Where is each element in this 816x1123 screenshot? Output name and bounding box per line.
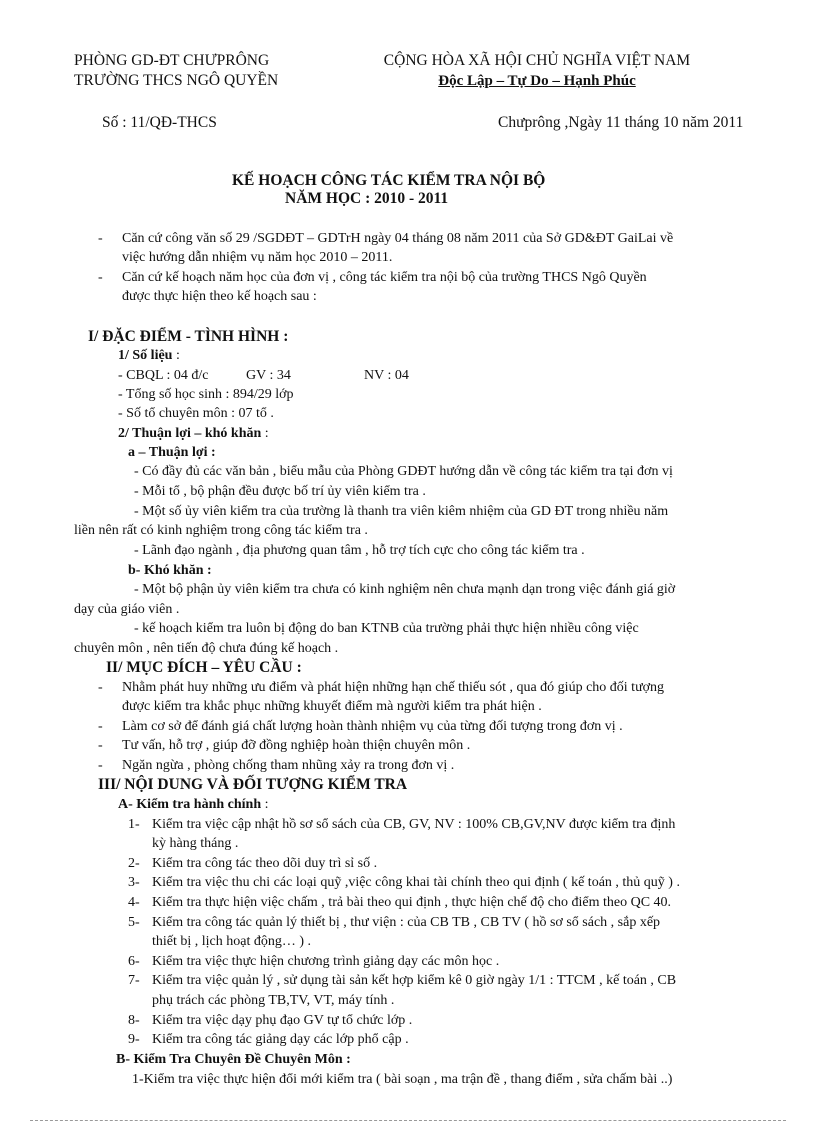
admin-check-item: Kiểm tra công tác quản lý thiết bị , thư viện : của CB TB , CB TV ( hồ sơ sổ sách , sắp xếp <box>152 915 661 930</box>
advantage-item: - Lãnh đạo ngành , địa phương quan tâm , hỗ trợ tích cực cho công tác kiểm tra . <box>134 543 585 558</box>
stat-gv: GV : 34 <box>246 368 291 383</box>
item-number: 5- <box>128 915 140 930</box>
purpose-item: Ngăn ngừa , phòng chống tham nhũng xảy ra trong đơn vị . <box>122 758 455 773</box>
advantage-item: - Một số ủy viên kiểm tra của trường là thanh tra viên kiêm nhiệm của GD ĐT trong nhiều năm <box>134 504 669 519</box>
document-number: Số : 11/QĐ-THCS <box>102 114 217 131</box>
admin-check-item: Kiểm tra thực hiện việc chấm , trả bài theo qui định , thực hiện chế độ cho điểm theo QC 40. <box>152 895 672 910</box>
purpose-item: Nhằm phát huy những ưu điểm và phát hiện những hạn chế thiếu sót , qua đó giúp cho đối tượng <box>122 680 665 695</box>
stat-students: - Tổng số học sinh : 894/29 lớp <box>118 387 294 402</box>
admin-check-item: Kiểm tra việc thu chi các loại quỹ ,việc công khai tài chính theo qui định ( kế toán , thủ quỹ ) . <box>152 875 680 890</box>
difficulties-heading: b- Khó khăn : <box>128 563 212 578</box>
admin-check-item: Kiểm tra việc quản lý , sử dụng tài sản kết hợp kiểm kê 0 giờ ngày 1/1 : TTCM , kế toán , CB <box>152 973 677 988</box>
purpose-item: Tư vấn, hỗ trợ , giúp đỡ đồng nghiệp hoàn thiện chuyên môn . <box>122 738 471 753</box>
stat-nv: NV : 04 <box>364 368 409 383</box>
admin-check-item: thiết bị , lịch hoạt động… ) . <box>152 934 312 949</box>
admin-check-item: kỳ hàng tháng . <box>152 836 239 851</box>
subsection-heading: 1/ Số liệu : <box>118 348 180 363</box>
stat-departments: - Số tổ chuyên môn : 07 tổ . <box>118 406 274 421</box>
advantage-item: liền nên rất có kinh nghiệm trong công tác kiểm tra . <box>74 523 368 538</box>
difficulty-item: dạy của giáo viên . <box>74 602 180 617</box>
intro-line: Căn cứ công văn số 29 /SGDĐT – GDTrH ngày 04 tháng 08 năm 2011 của Sở GD&ĐT GaiLai về <box>122 231 674 246</box>
item-number: 7- <box>128 973 140 988</box>
item-number: 1- <box>128 817 140 832</box>
page-break-divider <box>30 1120 786 1121</box>
page-title: KẾ HOẠCH CÔNG TÁC KIỂM TRA NỘI BỘ <box>232 172 546 189</box>
stat-cbql: - CBQL : 04 đ/c <box>118 368 209 383</box>
item-number: 8- <box>128 1013 140 1028</box>
item-number: 4- <box>128 895 140 910</box>
item-number: 9- <box>128 1032 140 1047</box>
bullet-dash: - <box>98 270 103 285</box>
purpose-item: được kiểm tra khắc phục những khuyết điểm mà người kiểm tra phát hiện . <box>122 699 542 714</box>
document-date: Chưprông ,Ngày 11 tháng 10 năm 2011 <box>498 114 744 131</box>
advantage-item: - Có đầy đủ các văn bản , biểu mẫu của Phòng GDĐT hướng dẫn về công tác kiểm tra tại đơn vị <box>134 464 673 479</box>
advantages-heading: a – Thuận lợi : <box>128 445 216 460</box>
advantage-item: - Mỗi tổ , bộ phận đều được bố trí ủy viên kiểm tra . <box>134 484 426 499</box>
admin-check-item: phụ trách các phòng TB,TV, VT, máy tính . <box>152 993 395 1008</box>
admin-check-item: Kiểm tra việc thực hiện chương trình giảng dạy các môn học . <box>152 954 500 969</box>
item-number: 3- <box>128 875 140 890</box>
admin-check-item: Kiểm tra công tác theo dõi duy trì sỉ số . <box>152 856 378 871</box>
item-number: 6- <box>128 954 140 969</box>
intro-line: được thực hiện theo kế hoạch sau : <box>122 289 317 304</box>
subsection-heading: 2/ Thuận lợi – khó khăn : <box>118 426 269 441</box>
bullet-dash: - <box>98 738 103 753</box>
section-heading: III/ NỘI DUNG VÀ ĐỐI TƯỢNG KIỂM TRA <box>98 776 408 793</box>
section-heading: II/ MỤC ĐÍCH – YÊU CẦU : <box>106 659 302 676</box>
purpose-item: Làm cơ sở để đánh giá chất lượng hoàn thành nhiệm vụ của từng đối tượng trong đơn vị . <box>122 719 623 734</box>
bullet-dash: - <box>98 758 103 773</box>
difficulty-item: - kế hoạch kiểm tra luôn bị động do ban KTNB của trường phải thực hiện nhiều công việc <box>134 621 639 636</box>
school-year: NĂM HỌC : 2010 - 2011 <box>285 190 449 207</box>
admin-check-item: Kiểm tra công tác giảng dạy các lớp phổ cập . <box>152 1032 409 1047</box>
intro-line: Căn cứ kế hoạch năm học của đơn vị , công tác kiểm tra nội bộ của trường THCS Ngô Quyền <box>122 270 647 285</box>
admin-check-item: Kiểm tra việc cập nhật hồ sơ sổ sách của CB, GV, NV : 100% CB,GV,NV được kiểm tra định <box>152 817 676 832</box>
national-motto: Độc Lập – Tự Do – Hạnh Phúc <box>438 73 636 89</box>
admin-check-item: Kiểm tra việc dạy phụ đạo GV tự tổ chức lớp . <box>152 1013 413 1028</box>
org-department: PHÒNG GD-ĐT CHƯPRÔNG <box>74 52 270 69</box>
difficulty-item: - Một bộ phận ủy viên kiểm tra chưa có kinh nghiệm nên chưa mạnh dạn trong việc đánh giá giờ <box>134 582 676 597</box>
org-school: TRƯỜNG THCS NGÔ QUYỀN <box>74 72 279 89</box>
subsection-heading: A- Kiểm tra hành chính : <box>118 797 269 812</box>
difficulty-item: chuyên môn , nên tiến độ chưa đúng kế hoạch . <box>74 641 339 656</box>
national-title: CỘNG HÒA XÃ HỘI CHỦ NGHĨA VIỆT NAM <box>383 52 691 69</box>
section-heading: I/ ĐẶC ĐIỂM - TÌNH HÌNH : <box>88 328 289 345</box>
subsection-heading: B- Kiểm Tra Chuyên Đề Chuyên Môn : <box>116 1052 351 1067</box>
item-number: 2- <box>128 856 140 871</box>
bullet-dash: - <box>98 231 103 246</box>
intro-line: việc hướng dẫn nhiệm vụ năm học 2010 – 2011. <box>122 250 393 265</box>
bullet-dash: - <box>98 719 103 734</box>
bullet-dash: - <box>98 680 103 695</box>
professional-check-item: 1-Kiểm tra việc thực hiện đổi mới kiểm tra ( bài soạn , ma trận đề , thang điểm , sửa chấm bài ..) <box>132 1072 673 1087</box>
